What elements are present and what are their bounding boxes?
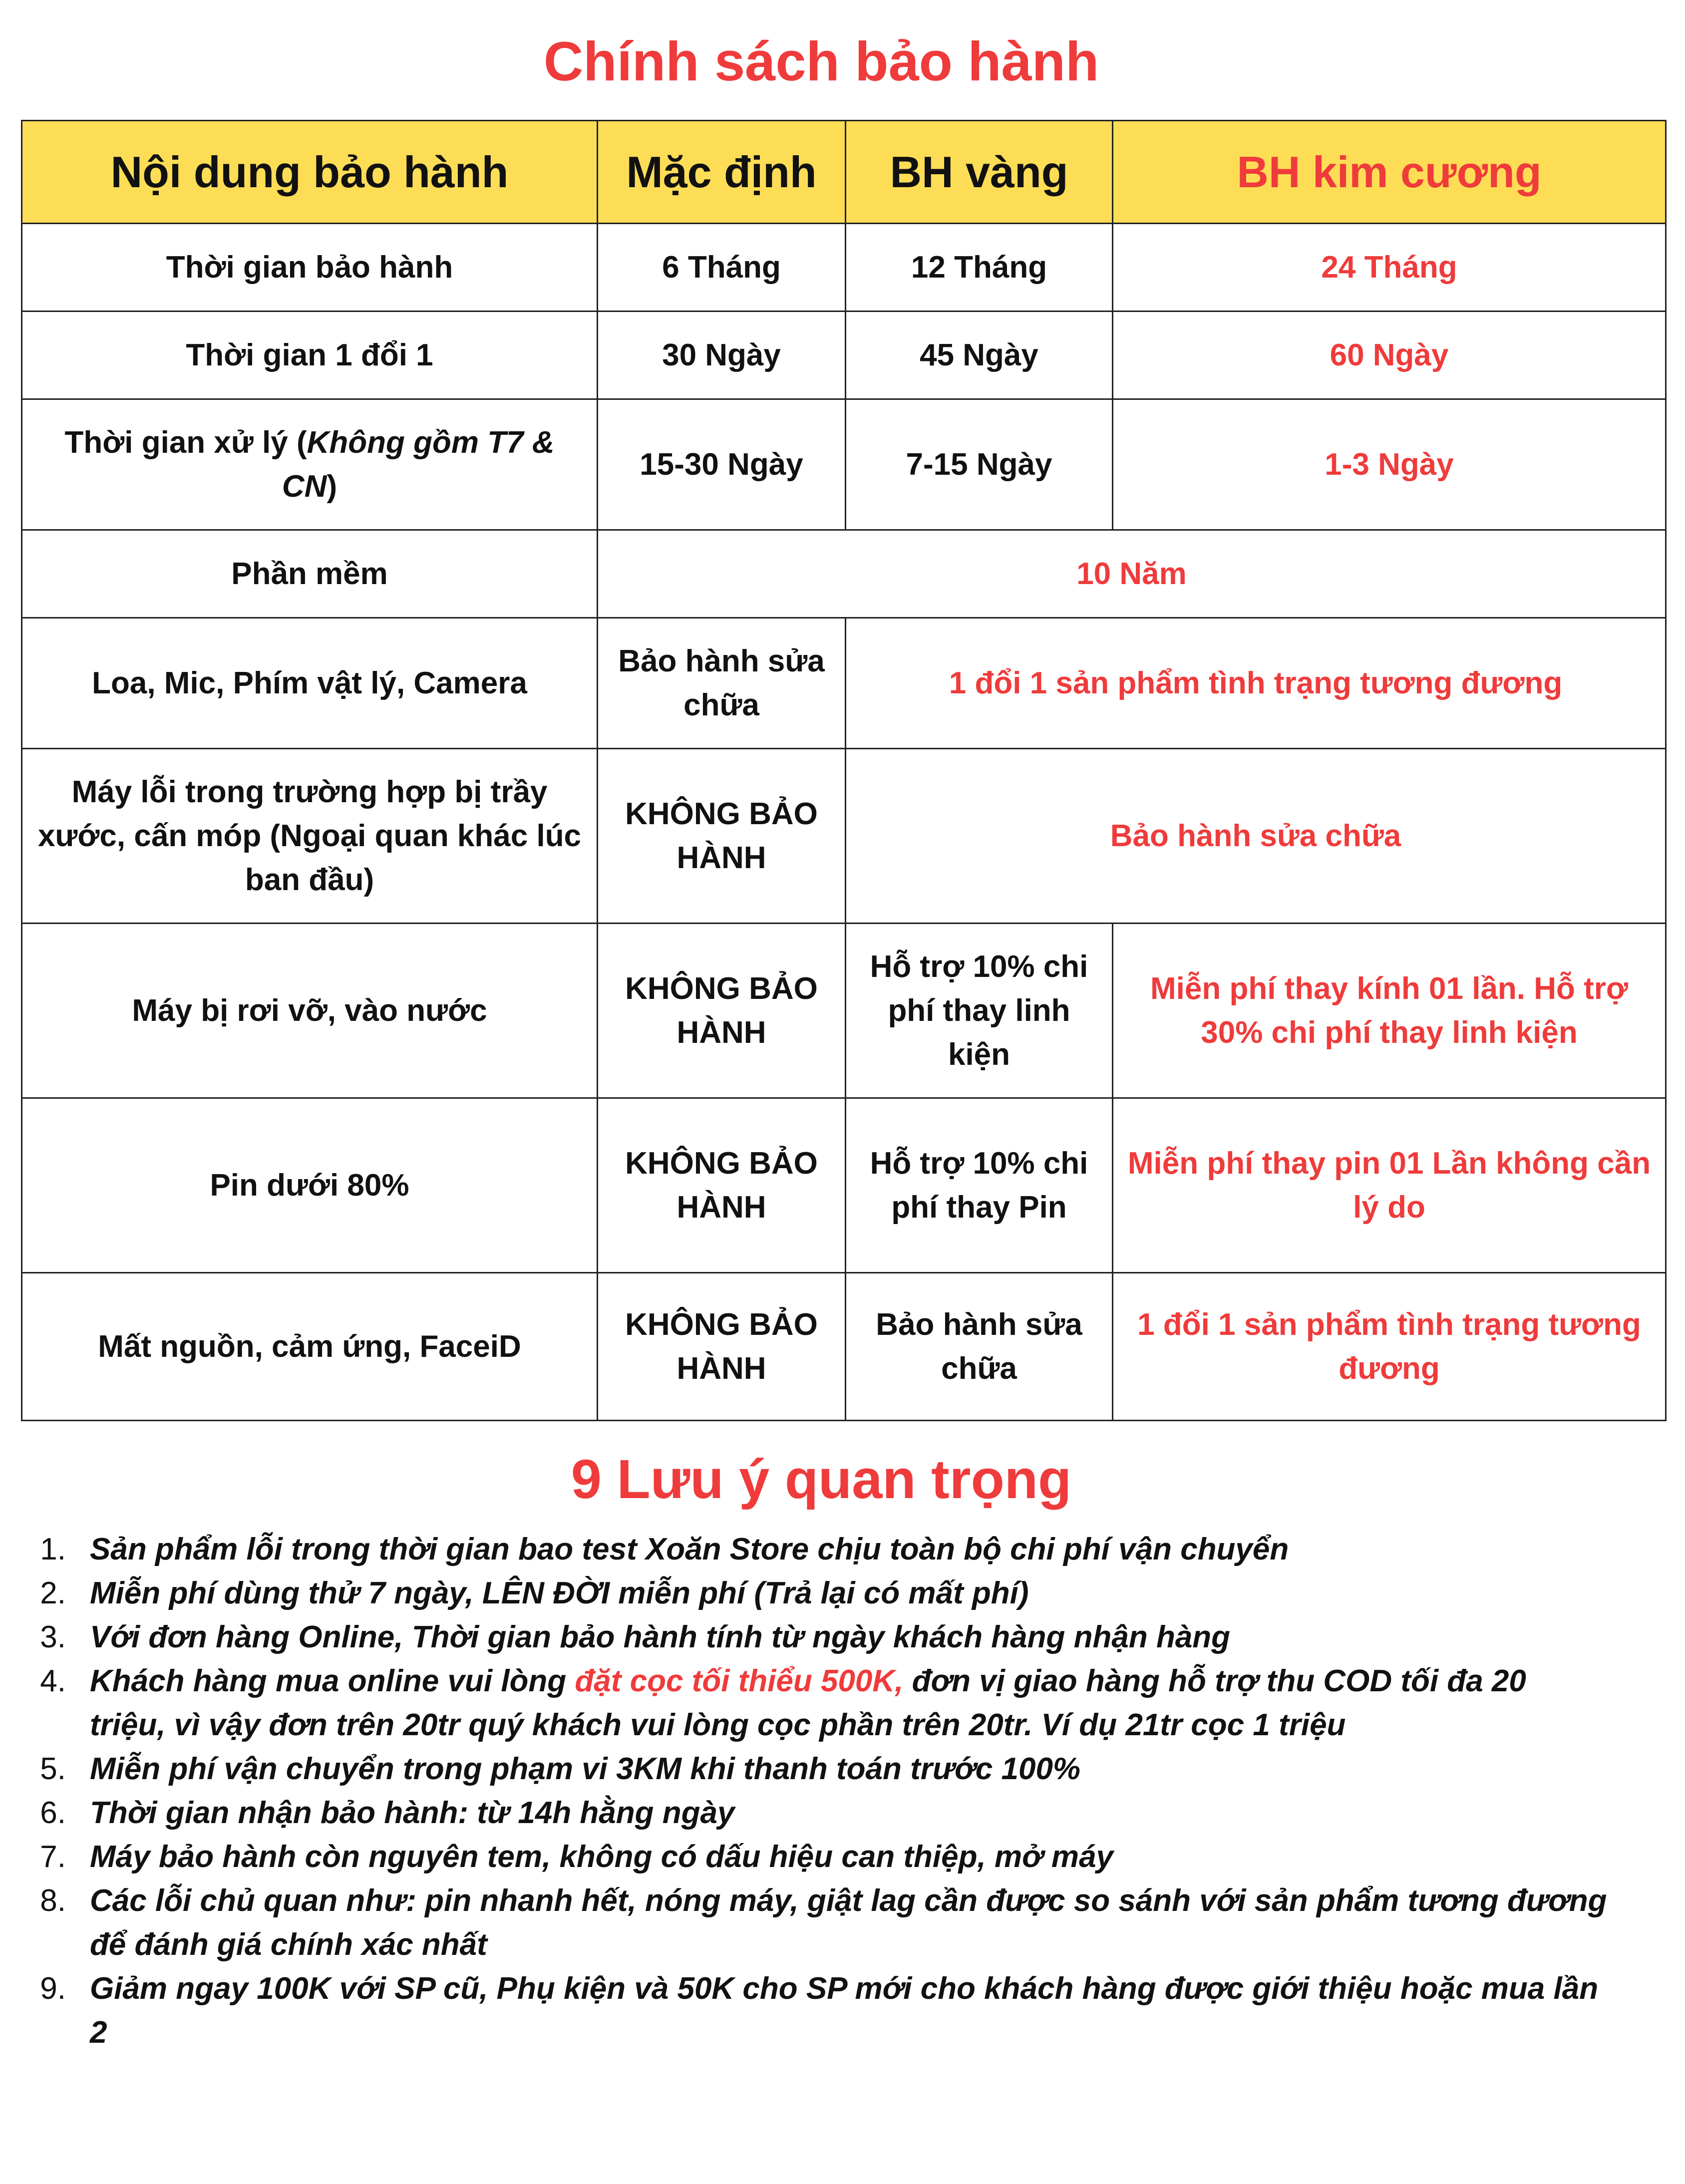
header-diamond: BH kim cương	[1113, 121, 1666, 224]
item-text: Giảm ngay 100K với SP cũ, Phụ kiện và 50K cho SP mới cho khách hàng được giới thiệu hoặc mua lần 2	[90, 1971, 1599, 2050]
item-text: Thời gian nhận bảo hành: từ 14h hằng ngày	[90, 1796, 735, 1830]
list-item	[40, 1571, 1608, 1615]
item-number: 1.	[40, 1532, 66, 1566]
header-default: Mặc định	[598, 121, 846, 224]
table-row	[22, 924, 1666, 1098]
item-text: Miễn phí dùng thử 7 ngày, LÊN ĐỜI miễn phí (Trả lại có mất phí)	[90, 1576, 1029, 1610]
item-number: 6.	[40, 1796, 66, 1830]
item-text: Các lỗi chủ quan như: pin nhanh hết, nóng máy, giật lag cần được so sánh với sản phẩm tương đương để đánh giá chính xác nhất	[90, 1883, 1607, 1962]
list-item	[40, 1528, 1608, 1571]
notes-list	[40, 1528, 1608, 2055]
cell-default: 30 Ngày	[598, 312, 846, 399]
notes-title: 9 Lưu ý quan trọng	[571, 1449, 1072, 1510]
row-label: Mất nguồn, cảm ứng, FaceiD	[22, 1273, 598, 1421]
table-header-row	[22, 121, 1666, 224]
row-label: Thời gian 1 đổi 1	[22, 312, 598, 399]
cell-default: 6 Tháng	[598, 224, 846, 312]
list-item	[40, 1967, 1608, 2055]
table-row	[22, 749, 1666, 924]
item-text: Miễn phí vận chuyển trong phạm vi 3KM khi thanh toán trước 100%	[90, 1752, 1081, 1786]
cell-default: KHÔNG BẢO HÀNH	[598, 1098, 846, 1273]
cell-merged: Bảo hành sửa chữa	[846, 749, 1666, 924]
list-item	[40, 1615, 1608, 1659]
row-label	[22, 399, 598, 530]
item-number: 8.	[40, 1883, 66, 1918]
deposit-highlight: đặt cọc tối thiểu 500K,	[575, 1664, 904, 1698]
item-text: Sản phẩm lỗi trong thời gian bao test Xoăn Store chịu toàn bộ chi phí vận chuyển	[90, 1532, 1289, 1566]
row-label: Pin dưới 80%	[22, 1098, 598, 1273]
cell-diamond: 60 Ngày	[1113, 312, 1666, 399]
cell-gold: 12 Tháng	[846, 224, 1113, 312]
item-number: 2.	[40, 1576, 66, 1610]
list-item	[40, 1835, 1608, 1879]
cell-gold: Hỗ trợ 10% chi phí thay linh kiện	[846, 924, 1113, 1098]
warranty-table	[21, 120, 1667, 1421]
table-row	[22, 618, 1666, 749]
table-row	[22, 224, 1666, 312]
item-number: 5.	[40, 1752, 66, 1786]
cell-gold: Hỗ trợ 10% chi phí thay Pin	[846, 1098, 1113, 1273]
header-content: Nội dung bảo hành	[22, 121, 598, 224]
item-text: Máy bảo hành còn nguyên tem, không có dấu hiệu can thiệp, mở máy	[90, 1840, 1114, 1874]
cell-default: KHÔNG BẢO HÀNH	[598, 749, 846, 924]
table-row	[22, 530, 1666, 618]
item-text: Khách hàng mua online vui lòng	[90, 1664, 575, 1698]
item-text: Với đơn hàng Online, Thời gian bảo hành tính từ ngày khách hàng nhận hàng	[90, 1620, 1231, 1654]
cell-default: KHÔNG BẢO HÀNH	[598, 924, 846, 1098]
table-row	[22, 312, 1666, 399]
header-gold: BH vàng	[846, 121, 1113, 224]
row-label: Loa, Mic, Phím vật lý, Camera	[22, 618, 598, 749]
table-row	[22, 399, 1666, 530]
label-text: Thời gian xử lý (	[64, 425, 307, 460]
list-item	[40, 1747, 1608, 1791]
item-number: 3.	[40, 1620, 66, 1654]
list-item	[40, 1659, 1608, 1747]
cell-diamond: Miễn phí thay pin 01 Lần không cần lý do	[1113, 1098, 1666, 1273]
label-italic: Không gồm T7 & CN	[282, 425, 555, 504]
cell-diamond: 1 đổi 1 sản phẩm tình trạng tương đương	[1113, 1273, 1666, 1421]
table-row	[22, 1273, 1666, 1421]
row-label: Phần mềm	[22, 530, 598, 618]
item-number: 7.	[40, 1840, 66, 1874]
list-item	[40, 1791, 1608, 1835]
item-number: 9.	[40, 1971, 66, 2006]
cell-diamond: Miễn phí thay kính 01 lần. Hỗ trợ 30% chi phí thay linh kiện	[1113, 924, 1666, 1098]
label-text-end: )	[327, 469, 337, 504]
cell-default: 15-30 Ngày	[598, 399, 846, 530]
cell-default: Bảo hành sửa chữa	[598, 618, 846, 749]
item-number: 4.	[40, 1664, 66, 1698]
cell-gold: Bảo hành sửa chữa	[846, 1273, 1113, 1421]
cell-diamond: 1-3 Ngày	[1113, 399, 1666, 530]
cell-gold: 45 Ngày	[846, 312, 1113, 399]
row-label: Máy lỗi trong trường hợp bị trầy xước, cấn móp (Ngoại quan khác lúc ban đầu)	[22, 749, 598, 924]
page-title: Chính sách bảo hành	[543, 31, 1099, 92]
cell-diamond: 24 Tháng	[1113, 224, 1666, 312]
row-label: Máy bị rơi vỡ, vào nước	[22, 924, 598, 1098]
list-item	[40, 1879, 1608, 1967]
cell-gold: 7-15 Ngày	[846, 399, 1113, 530]
item-text-rest: đơn vị giao hàng hỗ trợ thu COD tối đa 20 triệu, vì vậy đơn trên 20tr quý khách vui lòng cọc phần trên 20tr. Ví dụ 21tr cọc 1 triệu	[90, 1664, 1526, 1742]
cell-merged: 1 đổi 1 sản phẩm tình trạng tương đương	[846, 618, 1666, 749]
table-row	[22, 1098, 1666, 1273]
row-label: Thời gian bảo hành	[22, 224, 598, 312]
cell-merged: 10 Năm	[598, 530, 1666, 618]
cell-default: KHÔNG BẢO HÀNH	[598, 1273, 846, 1421]
